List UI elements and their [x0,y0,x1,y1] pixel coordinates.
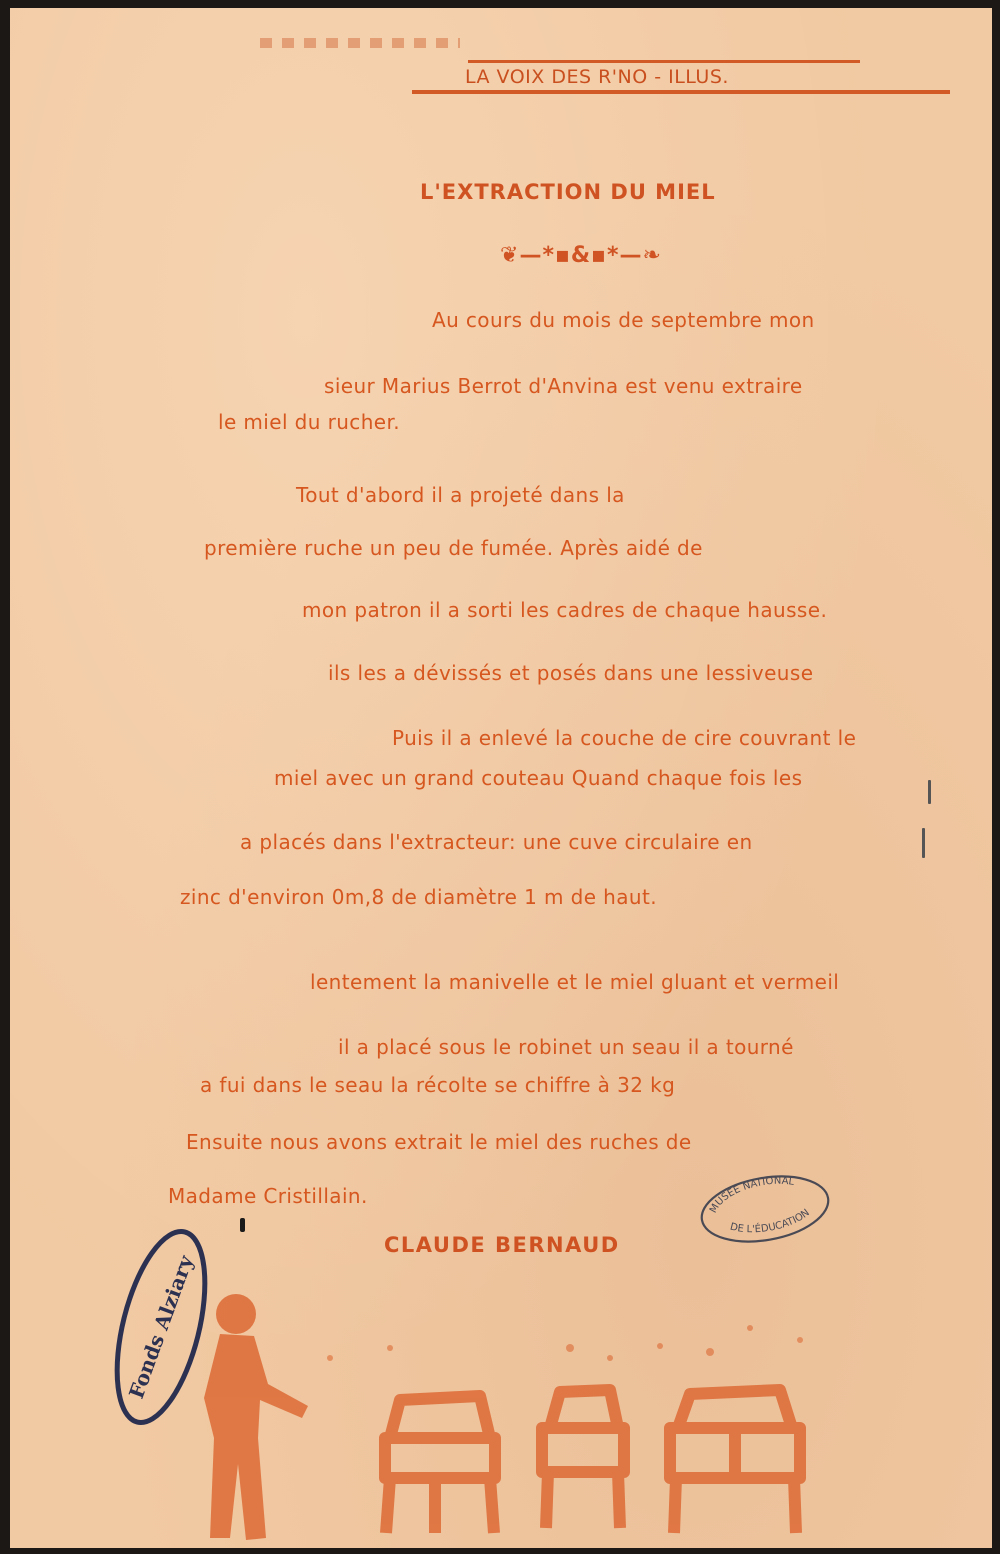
beekeeper-figure [204,1294,308,1540]
staple-bottom [922,828,925,858]
text-line-2: sieur Marius Berrot d'Anvina est venu extraire [324,374,803,398]
text-line-3: le miel du rucher. [218,410,401,434]
beehive-2 [542,1390,624,1528]
text-line-10: a placés dans l'extracteur: une cuve circulaire en [240,830,753,854]
text-line-5: première ruche un peu de fumée. Après aidé de [204,536,703,560]
text-line-1: Au cours du mois de septembre mon [432,308,815,332]
title-ornament [500,243,662,268]
ink-smudge [260,38,460,48]
text-line-11: zinc d'environ 0m,8 de diamètre 1 m de haut. [180,885,657,909]
text-line-4: Tout d'abord il a projeté dans la [296,483,625,507]
leaf-left-icon: ❦ [500,243,520,268]
musee-stamp [698,1174,832,1244]
header-rule [412,90,950,94]
ornament-text: —*▪&▪*— [519,243,643,268]
text-line-7: ils les a dévissés et posés dans une lessiveuse [328,661,814,685]
text-line-13: il a placé sous le robinet un seau il a tourné [338,1035,794,1059]
ink-speck [240,1218,245,1232]
leaf-right-icon: ❧ [642,243,662,268]
article-title: L'EXTRACTION DU MIEL [420,180,716,204]
fonds-stamp-text: Fonds Alziary [124,1252,198,1402]
text-line-12: lentement la manivelle et le miel gluant et vermeil [310,970,840,994]
journal-title: LA VOIX DES R'NO - ILLUS. [465,66,729,88]
svg-text:DE L'ÉDUCATION [727,1206,814,1240]
text-line-16: Madame Cristillain. [168,1184,368,1208]
text-line-14: a fui dans le seau la récolte se chiffre à 32 kg [200,1073,676,1097]
beehive-3 [670,1390,800,1533]
text-line-15: Ensuite nous avons extrait le miel des ruches de [186,1130,692,1154]
text-line-9: miel avec un grand couteau Quand chaque fois les [274,766,803,790]
document-page [10,8,992,1548]
header-rule-top [468,60,860,63]
author-signature: CLAUDE BERNAUD [384,1233,620,1257]
staple-top [928,780,931,804]
text-line-6: mon patron il a sorti les cadres de chaque hausse. [302,598,828,622]
beehive-1 [385,1396,495,1533]
text-line-8: Puis il a enlevé la couche de cire couvrant le [392,726,857,750]
beekeeping-illustration [190,1288,870,1548]
musee-stamp-top-text: MUSÉE NATIONAL [707,1175,795,1216]
musee-stamp-bottom-text: DE L'ÉDUCATION [728,1207,812,1236]
